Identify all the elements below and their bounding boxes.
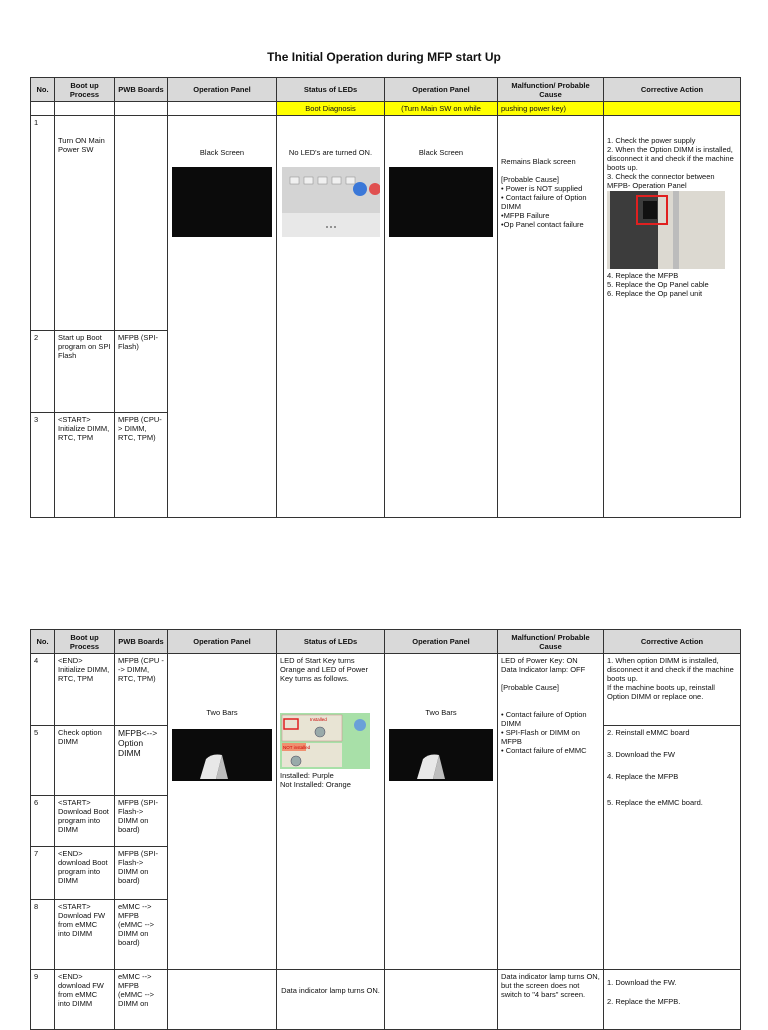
operation-panel-cell-2 [385,654,498,970]
row-number: 1 [31,116,55,331]
corrective-action-2: 2. Reinstall eMMC board [607,728,690,737]
black-screen-image-2 [389,167,493,237]
header-pwb-boards: PWB Boards [115,630,168,654]
pwb-board: MFPB (SPI-Flash-> DIMM on board) [115,796,168,847]
two-bars-icon [172,729,272,781]
operation-panel-keys-icon [282,167,380,237]
header-operation-panel-2: Operation Panel [385,630,498,654]
pwb-board: eMMC --> MFPB (eMMC --> DIMM on board) [115,900,168,970]
corrective-action-steps: 1. Check the power supply 2. When the Option DIMM is installed, disconnect it and check if the machine boots up. 3. Check the connector between MFPB- Operation Panel [607,136,734,190]
operation-panel-status-2: Black Screen [418,148,464,157]
led-status-cell [277,116,385,518]
boot-diagnosis-note-b: pushing power key) [498,102,604,116]
corrective-action-cell [604,970,741,1030]
led-states-text: Installed: Purple Not Installed: Orange [280,771,351,789]
boot-process: <START> Initialize DIMM, RTC, TPM [55,413,115,518]
led-status-cell [277,970,385,1030]
operation-panel-cell-2 [385,970,498,1030]
table-row [31,654,741,726]
startup-table-2 [30,629,741,1030]
pwb-board: MFPB (SPI-Flash) [115,331,168,413]
led-legend-icon [280,713,370,769]
malfunction-causes: • Contact failure of Option DIMM • SPI-Flash or DIMM on MFPB • Contact failure of eMMC [501,710,587,755]
black-screen-image [172,167,272,237]
header-operation-panel: Operation Panel [168,630,277,654]
pwb-board: MFPB<--> Option DIMM [115,726,168,796]
operation-panel-cell [168,654,277,970]
connector-photo [607,191,725,269]
document-title: The Initial Operation during MFP start Up [267,50,501,64]
legend-installed-label: Installed [310,717,327,722]
malfunction-cell: Data indicator lamp turns ON, but the screen does not switch to "4 bars" screen. [498,970,604,1030]
corrective-action-9a: 1. Download the FW. [607,978,677,987]
malfunction-text: Remains Black screen [Probable Cause] • Power is NOT supplied • Contact failure of Option DIMM •MFPB Failure •Op Panel contact failure [501,157,587,229]
header-corrective-action: Corrective Action [604,630,741,654]
header-row [31,78,741,102]
operation-panel-cell-2 [385,116,498,518]
boot-process: <START> Download FW from eMMC into DIMM [55,900,115,970]
led-status-text: Data indicator lamp turns ON. [281,986,380,995]
corrective-action-cell [604,116,741,518]
operation-panel-photo [282,167,380,237]
boot-process: <END> download Boot program into DIMM [55,847,115,900]
operation-panel-status-2: Two Bars [425,708,457,717]
header-no: No. [31,630,55,654]
operation-panel-cell [168,970,277,1030]
operation-panel-status: Black Screen [199,148,245,157]
pwb-board [115,116,168,331]
pwb-board: MFPB (SPI-Flash-> DIMM on board) [115,847,168,900]
header-operation-panel-2: Operation Panel [385,78,498,102]
row-number: 8 [31,900,55,970]
corrective-action-cell: 1. When option DIMM is installed, disconnect it and check if the machine boots up. If the machine boots up, reinstall Option DIMM or replace one. [604,654,741,726]
header-malfunction: Malfunction/ Probable Cause [498,78,604,102]
row-number: 3 [31,413,55,518]
row-number: 5 [31,726,55,796]
corrective-action-3: 3. Download the FW [607,750,675,759]
header-no: No. [31,78,55,102]
two-bars-screen-image [172,729,272,781]
corrective-action-cell: 5. Replace the eMMC board. [604,796,741,970]
header-corrective-action: Corrective Action [604,78,741,102]
operation-panel-cell [168,116,277,518]
malfunction-text: LED of Power Key: ON Data Indicator lamp: OFF [Probable Cause] [501,656,586,692]
corrective-action-steps-2: 4. Replace the MFPB 5. Replace the Op Panel cable 6. Replace the Op panel unit [607,271,709,298]
led-status-text: No LED's are turned ON. [288,148,373,157]
led-status-cell [277,654,385,970]
header-status-of-leds: Status of LEDs [277,78,385,102]
boot-process: Turn ON Main Power SW [55,116,115,331]
table-row [31,116,741,331]
operation-panel-status: Two Bars [206,708,238,717]
header-operation-panel: Operation Panel [168,78,277,102]
header-pwb-boards: PWB Boards [115,78,168,102]
boot-diagnosis-row [31,102,741,116]
boot-diagnosis-label: Boot Diagnosis [277,102,385,116]
row-number: 9 [31,970,55,1030]
startup-table-1 [30,77,741,518]
row-number: 2 [31,331,55,413]
header-status-of-leds: Status of LEDs [277,630,385,654]
two-bars-icon-2 [389,729,493,781]
led-status-text: LED of Start Key turns Orange and LED of Power Key turns as follows. [280,656,368,683]
boot-diagnosis-note-a: (Turn Main SW on while [385,102,498,116]
boot-process: Check option DIMM [55,726,115,796]
malfunction-cell [498,654,604,970]
row-number: 7 [31,847,55,900]
led-legend-image [280,713,370,769]
boot-process: <END> download FW from eMMC into DIMM [55,970,115,1030]
connector-image-icon [607,191,725,269]
table-row [31,970,741,1030]
row-number: 6 [31,796,55,847]
header-boot-process: Boot up Process [55,78,115,102]
pwb-board: eMMC --> MFPB (eMMC --> DIMM on [115,970,168,1030]
corrective-action-cell [604,726,741,796]
header-malfunction: Malfunction/ Probable Cause [498,630,604,654]
corrective-action-4: 4. Replace the MFPB [607,772,679,781]
header-boot-process: Boot up Process [55,630,115,654]
pwb-board: MFPB (CPU --> DIMM, RTC, TPM) [115,654,168,726]
corrective-action-9b: 2. Replace the MFPB. [607,997,681,1006]
legend-not-installed-label: NOT installed [283,745,311,750]
pwb-board: MFPB (CPU-> DIMM, RTC, TPM) [115,413,168,518]
boot-process: <END> Initialize DIMM, RTC, TPM [55,654,115,726]
row-number: 4 [31,654,55,726]
boot-process: Start up Boot program on SPI Flash [55,331,115,413]
malfunction-cell [498,116,604,518]
two-bars-screen-image-2 [389,729,493,781]
header-row [31,630,741,654]
boot-process: <START> Download Boot program into DIMM [55,796,115,847]
